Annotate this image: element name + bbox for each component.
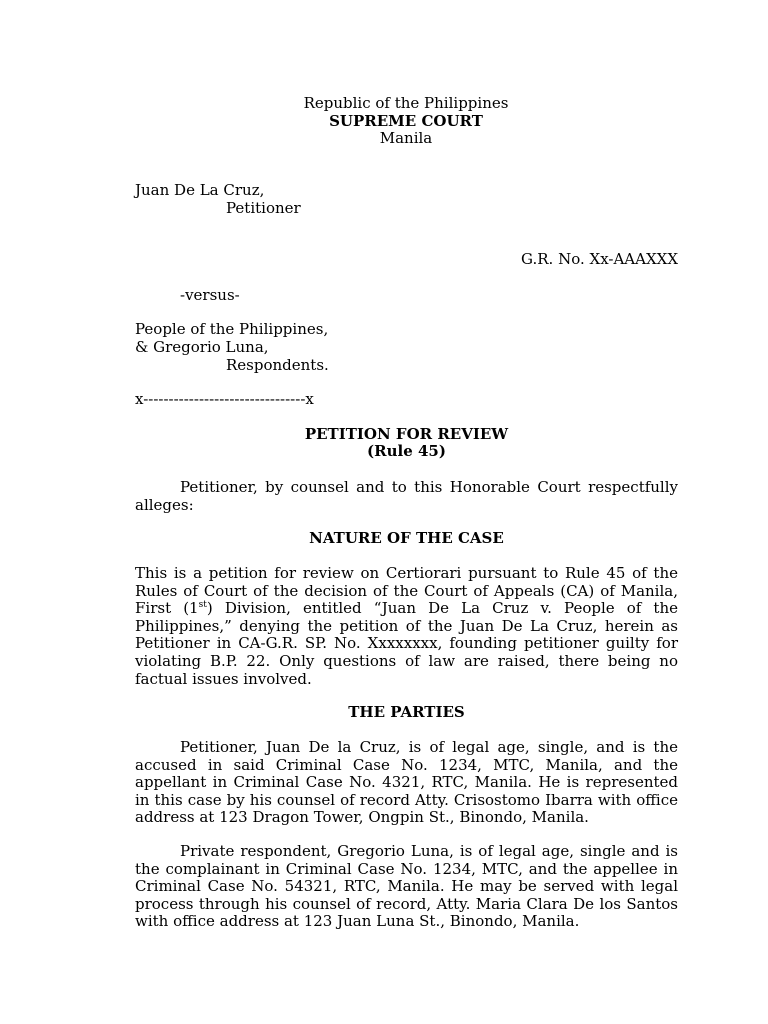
parties-paragraph-2: Private respondent, Gregorio Luna, is of legal age, single and is the complainant in Criminal Case No. 1234, MTC, and the appellee in Criminal Case No. 54321, RTC, Manila. He may be served with legal process through his counsel of record, Atty. Maria Clara De los Santos with office address at 123 Juan Luna St., Binondo, Manila. xyxy=(135,842,678,931)
respondent-line-1: People of the Philippines, xyxy=(135,320,329,338)
petitioner-role: Petitioner xyxy=(226,199,301,217)
nature-ordinal-suffix: st xyxy=(198,600,207,611)
respondent-role: Respondents. xyxy=(226,356,329,374)
parties-heading: THE PARTIES xyxy=(348,703,465,721)
intro-paragraph: Petitioner, by counsel and to this Honorable Court respectfully alleges: xyxy=(135,478,678,514)
republic-line: Republic of the Philippines xyxy=(303,94,509,112)
petition-title: PETITION FOR REVIEW xyxy=(304,425,509,443)
court-name: SUPREME COURT xyxy=(329,111,483,130)
nature-text-part1: This is a petition for review on Certiorari pursuant to Rule 45 of the Rules of Court of the decision of the Court of Appeals (CA) of Manila, First (1 xyxy=(135,564,678,618)
nature-paragraph xyxy=(135,565,678,688)
petition-rule: (Rule 45) xyxy=(367,442,446,460)
nature-text-part2: ) Division, entitled “Juan De La Cruz v. People of the Philippines,” denying the petition of the Juan De La Cruz, herein as Petitioner in CA-G.R. SP. No. Xxxxxxxx, founding petitioner guilty for violating B.P. 22. Only questions of law are raised, there being no factual issues involved. xyxy=(135,599,678,688)
caption-separator: x--------------------------------x xyxy=(135,390,314,408)
court-city: Manila xyxy=(379,129,433,148)
petitioner-name: Juan De La Cruz, xyxy=(135,181,265,199)
court-header xyxy=(0,95,768,148)
respondent-line-2: & Gregorio Luna, xyxy=(135,338,269,356)
case-number: G.R. No. Xx-AAAXXX xyxy=(521,250,678,268)
parties-paragraph-1: Petitioner, Juan De la Cruz, is of legal age, single, and is the accused in said Criminal Case No. 1234, MTC, Manila, and the appellant in Criminal Case No. 4321, RTC, Manila. He is represented in this case by his counsel of record Atty. Crisostomo Ibarra with office address at 123 Dragon Tower, Ongpin St., Binondo, Manila. xyxy=(135,738,678,827)
versus-label: -versus- xyxy=(180,286,240,304)
nature-heading: NATURE OF THE CASE xyxy=(309,529,504,547)
